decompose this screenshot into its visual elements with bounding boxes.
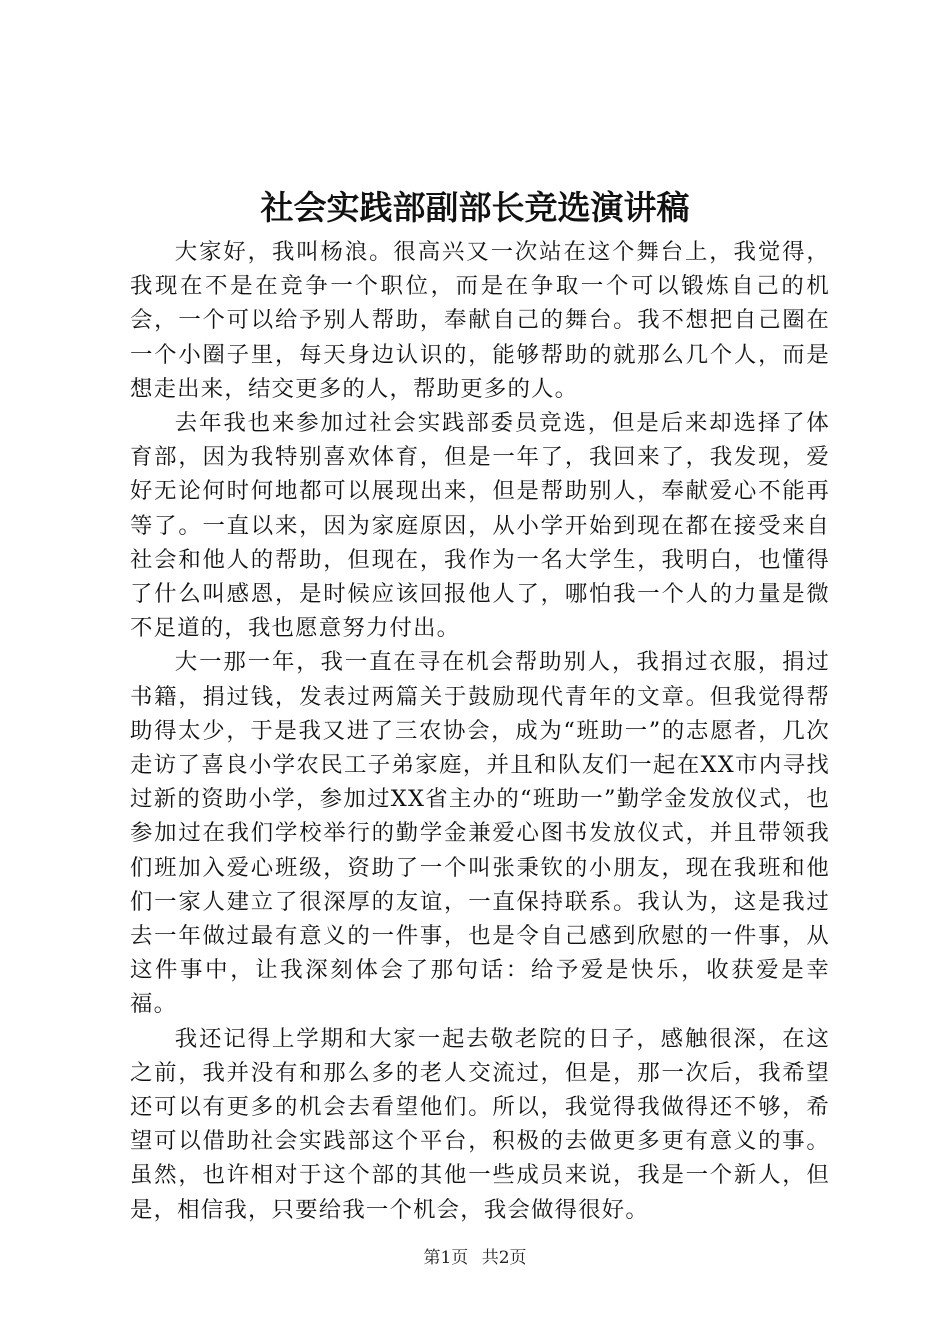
- paragraph: 去年我也来参加过社会实践部委员竞选，但是后来却选择了体育部，因为我特别喜欢体育，但是一年了，我回来了，我发现，爱好无论何时何地都可以展现出来，但是帮助别人，奉献爱心不能再等了。一直以来，因为家庭原因，从小学开始到现在都在接受来自社会和他人的帮助，但现在，我作为一名大学生，我明白，也懂得了什么叫感恩，是时候应该回报他人了，哪怕我一个人的力量是微不足道的，我也愿意努力付出。: [130, 410, 830, 642]
- page-footer: [0, 1246, 950, 1270]
- document-title: 社会实践部副部长竞选演讲稿: [260, 188, 690, 227]
- document-body: [130, 235, 830, 1227]
- page-number-total: 共2页: [481, 1248, 527, 1268]
- paragraph: 大一那一年，我一直在寻在机会帮助别人，我捐过衣服，捐过书籍，捐过钱，发表过两篇关于鼓励现代青年的文章。但我觉得帮助得太少，于是我又进了三农协会，成为“班助一”的志愿者，几次走访了喜良小学农民工子弟家庭，并且和队友们一起在XX市内寻找过新的资助小学，参加过XX省主办的“班助一”勤学金发放仪式，也参加过在我们学校举行的勤学金兼爱心图书发放仪式，并且带领我们班加入爱心班级，资助了一个叫张秉钦的小朋友，现在我班和他们一家人建立了很深厚的友谊，一直保持联系。我认为，这是我过去一年做过最有意义的一件事，也是令自己感到欣慰的一件事，从这件事中，让我深刻体会了那句话：给予爱是快乐，收获爱是幸福。: [130, 649, 830, 1018]
- page-number-current: 第1页: [423, 1248, 469, 1268]
- paragraph: 我还记得上学期和大家一起去敬老院的日子，感触很深，在这之前，我并没有和那么多的老人交流过，但是，那一次后，我希望还可以有更多的机会去看望他们。所以，我觉得我做得还不够，希望可以借助社会实践部这个平台，积极的去做更多更有意义的事。虽然，也许相对于这个部的其他一些成员来说，我是一个新人，但是，相信我，只要给我一个机会，我会做得很好。: [130, 1025, 830, 1223]
- paragraph: 大家好，我叫杨浪。很高兴又一次站在这个舞台上，我觉得，我现在不是在竞争一个职位，而是在争取一个可以锻炼自己的机会，一个可以给予别人帮助，奉献自己的舞台。我不想把自己圈在一个小圈子里，每天身边认识的，能够帮助的就那么几个人，而是想走出来，结交更多的人，帮助更多的人。: [130, 239, 830, 402]
